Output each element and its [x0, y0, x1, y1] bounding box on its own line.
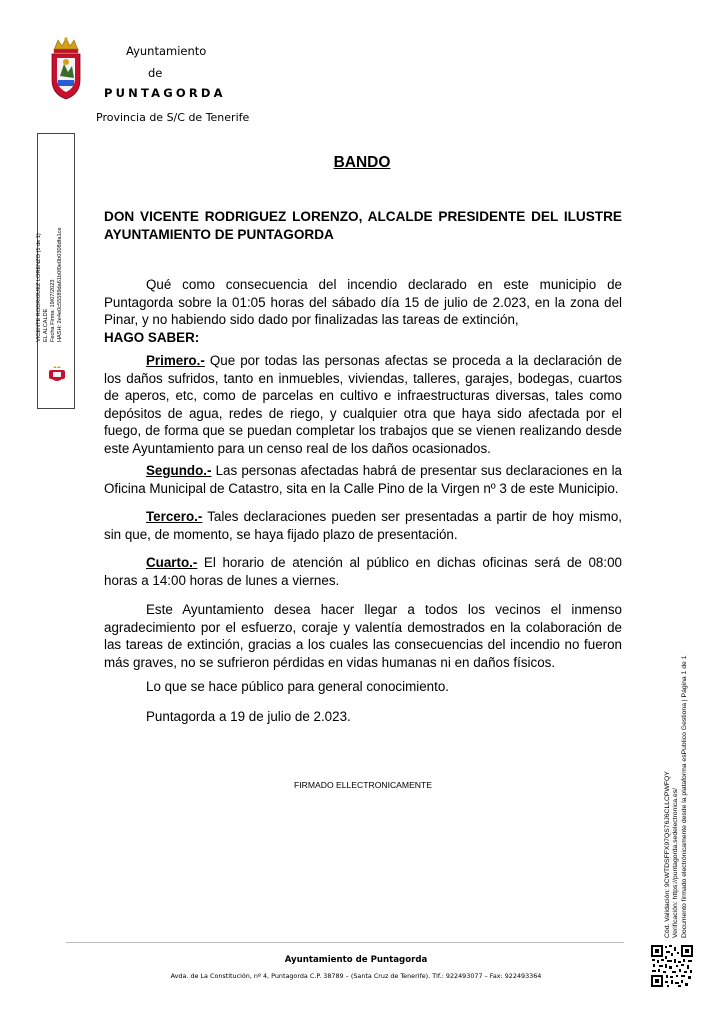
- stamp-coat-of-arms-icon: [48, 366, 66, 384]
- validation-code: Cód. Validación: 9CWTDSFFX97QS76J6CLLCPWFQY: [664, 771, 671, 938]
- primero-text: Que por todas las personas afectas se proceda a la declaración de los daños sufridos, tanto en inmuebles, viviendas, talleres, garajes, bodegas, cuartos de aperos, etc, como de parcelas en cultivo e infraestructuras diversas, tales como depósitos de agua, redes de riego, y cualquier otra que haya sido afectada por el fuego, de forma que se puedan completar los trabajos que se vienen realizando desde este Ayuntamiento para un censo real de los daños ocasionados.: [104, 353, 622, 456]
- footer-name: Ayuntamiento de Puntagorda: [284, 955, 428, 965]
- signature-role: EL ALCALDE: [43, 308, 49, 342]
- signature-date: Fecha Firma: 19/07/2023: [50, 279, 56, 342]
- signature-hash: HASH: 2e4e0c55589da61b0f0e0b0308dfa1ce: [57, 227, 63, 342]
- document-title: BANDO: [333, 154, 391, 171]
- tercero-text: Tales declaraciones pueden ser presentadas a partir de hoy mismo, sin que, de momento, se haya fijado plazo de presentación.: [104, 509, 622, 542]
- validation-url: Verificación: https://puntagorda.sedelectronica.es/: [672, 788, 680, 938]
- qr-code-icon: [650, 944, 694, 988]
- header-line-puntagorda: PUNTAGORDA: [104, 86, 226, 100]
- paragraph-public: [104, 678, 622, 696]
- cuarto-label: Cuarto.-: [146, 555, 198, 570]
- paragraph-date: [104, 708, 622, 726]
- footer-divider: [66, 942, 624, 943]
- paragraph-intro: [104, 276, 622, 346]
- segundo-label: Segundo.-: [146, 463, 212, 478]
- signature-stamp-text: [36, 214, 64, 342]
- signature-signer: VICENTE RODRIGUEZ LORENZO (1 de 1): [36, 233, 42, 342]
- validation-platform: Documento firmado electrónicamente desde la plataforma esPublico Gestiona | Página 1 de 1: [680, 655, 688, 938]
- paragraph-segundo: [104, 462, 622, 497]
- document-heading: DON VICENTE RODRIGUEZ LORENZO, ALCALDE PRESIDENTE DEL ILUSTRE AYUNTAMIENTO DE PUNTAGORDA: [104, 209, 622, 242]
- paragraph-cuarto: [104, 554, 622, 589]
- paragraph-thanks: [104, 601, 622, 671]
- electronic-signature-note: FIRMADO ELLECTRONICAMENTE: [294, 780, 432, 790]
- header-line-ayuntamiento: Ayuntamiento: [126, 44, 207, 58]
- header-line-de: de: [148, 66, 163, 80]
- province-label: Provincia de S/C de Tenerife: [96, 111, 250, 124]
- primero-label: Primero.-: [146, 353, 205, 368]
- validation-text: [664, 656, 689, 939]
- intro-text: Qué como consecuencia del incendio declarado en este municipio de Puntagorda sobre la 01:05 horas del sábado día 15 de julio de 2.023, en la zona del Pinar, y no habiendo sido dado por finalizadas las tareas de extinción,: [104, 277, 622, 328]
- date-text: Puntagorda a 19 de julio de 2.023.: [146, 709, 351, 724]
- public-text: Lo que se hace público para general conocimiento.: [146, 679, 449, 694]
- segundo-text: Las personas afectadas habrá de presentar sus declaraciones en la Oficina Municipal de Catastro, sita en la Calle Pino de la Virgen nº 3 de este Municipio.: [104, 463, 622, 496]
- footer-address: Avda. de La Constitución, nº 4, Puntagorda C.P. 38789 – (Santa Cruz de Tenerife). Tlf.: 922493077 – Fax: 922493364: [170, 972, 542, 980]
- thanks-text: Este Ayuntamiento desea hacer llegar a todos los vecinos el inmenso agradecimiento por el esfuerzo, coraje y valentía demostrados en la colaboración de las tareas de extinción, gracias a los cuales las consecuencias del incendio no fueron más graves, no se sufrieron pérdidas en vidas humanas ni en daños físicos.: [104, 602, 622, 670]
- paragraph-primero: [104, 352, 622, 458]
- hago-saber: HAGO SABER:: [104, 329, 200, 345]
- cuarto-text: El horario de atención al público en dichas oficinas será de 08:00 horas a 14:00 horas de lunes a viernes.: [104, 555, 622, 588]
- tercero-label: Tercero.-: [146, 509, 203, 524]
- coat-of-arms-logo: [46, 36, 86, 102]
- paragraph-tercero: [104, 508, 622, 543]
